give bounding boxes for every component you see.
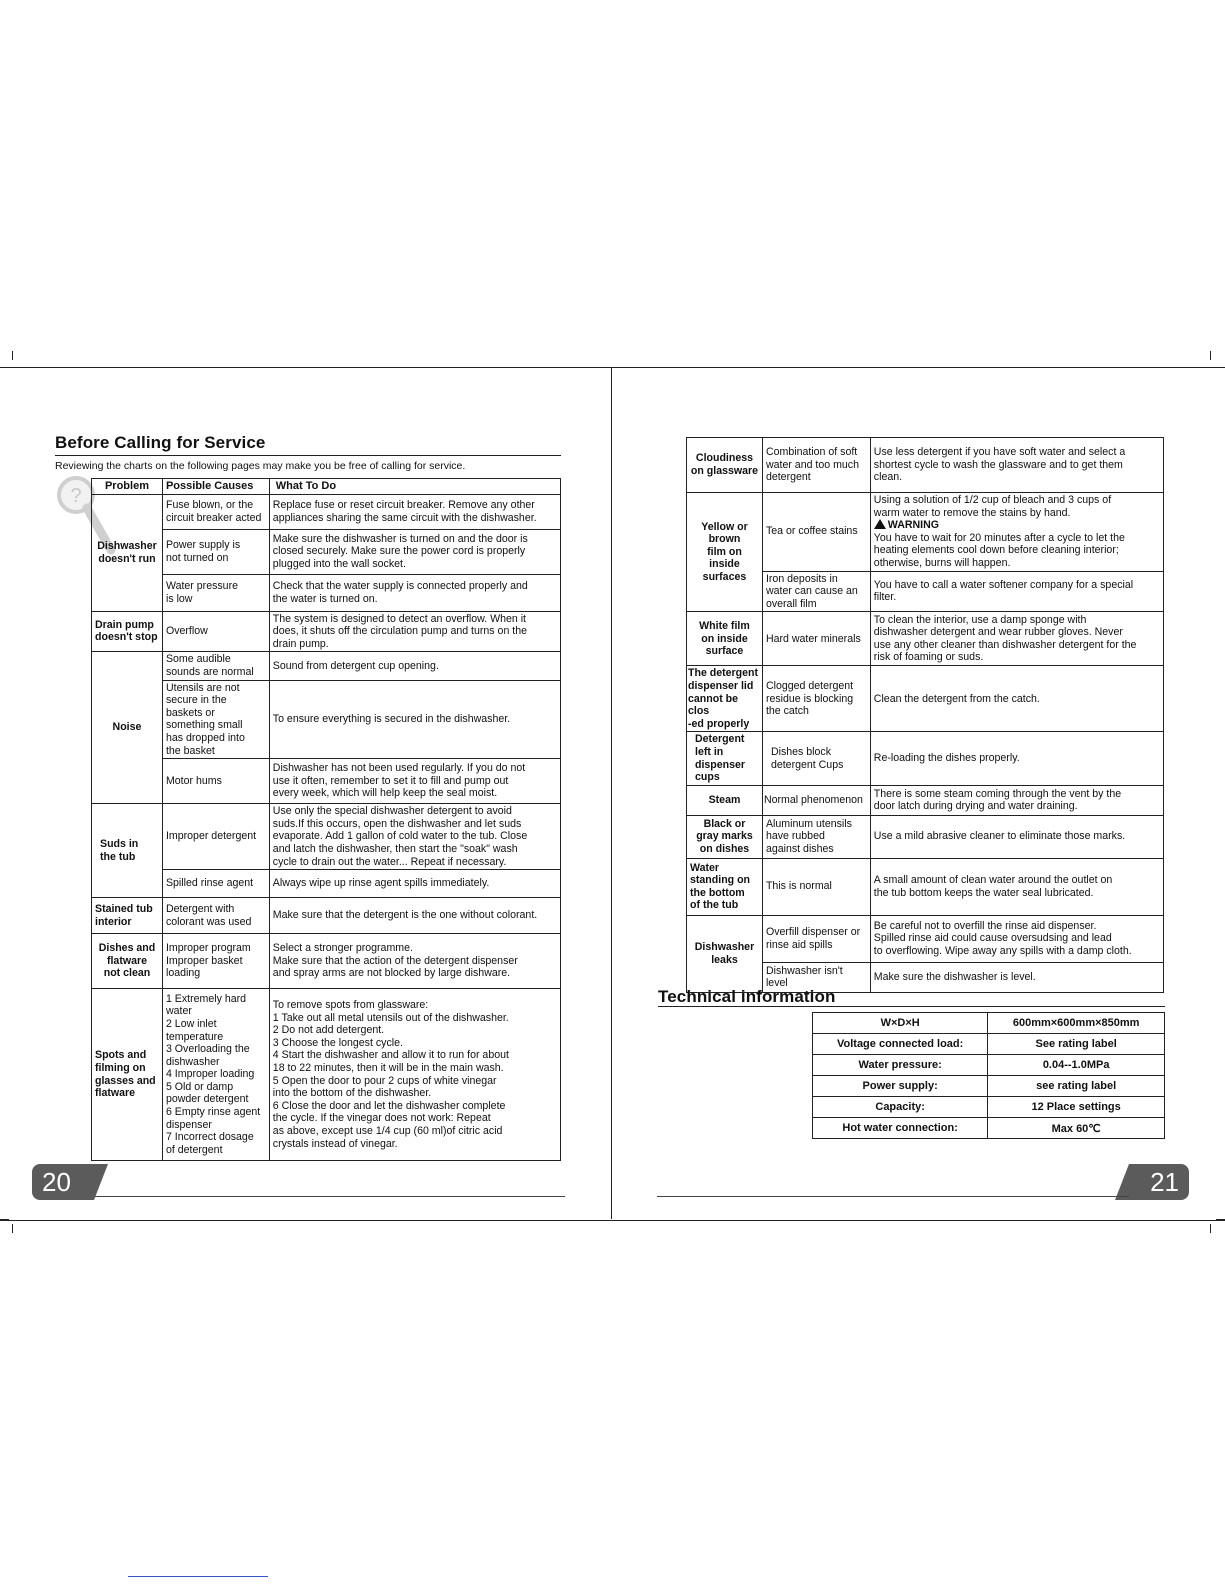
cause-cell: Aluminum utensils have rubbed against dishes: [762, 815, 870, 858]
cause-cell: Improper detergent: [162, 804, 269, 870]
problem-cell: White film on inside surface: [687, 612, 763, 666]
tech-label: Capacity:: [813, 1097, 988, 1118]
action-cell: Re-loading the dishes properly.: [870, 732, 1163, 785]
action-cell: Clean the detergent from the catch.: [870, 666, 1163, 732]
table-row: [92, 934, 561, 989]
cause-cell: Clogged detergent residue is blocking the catch: [762, 666, 870, 732]
page-title: Before Calling for Service: [55, 433, 266, 452]
tech-value: 12 Place settings: [988, 1097, 1165, 1118]
cause-cell: Motor hums: [162, 759, 269, 804]
table-row: [92, 804, 561, 870]
header-problem: Problem: [92, 479, 163, 495]
tech-row: [813, 1055, 1165, 1076]
action-cell: Dishwasher has not been used regularly. If you do not use it often, remember to set it to fill and pump out every week, which will help keep the seal moist.: [269, 759, 560, 804]
table-header-row: [92, 479, 561, 495]
title-rule: [55, 455, 561, 456]
table-row: [92, 898, 561, 934]
table-row: [687, 612, 1164, 666]
action-text: Using a solution of 1/2 cup of bleach and 3 cups of warm water to remove the stains by hand.: [873, 494, 1112, 519]
action-cell: Replace fuse or reset circuit breaker. Remove any other appliances sharing the same circuit with the dishwasher.: [269, 494, 560, 529]
troubleshooting-table-right: [686, 437, 1164, 993]
cause-cell: Combination of soft water and too much detergent: [762, 438, 870, 493]
problem-cell: Dishwasher doesn't run: [92, 494, 163, 611]
intro-text: Reviewing the charts on the following pages may make you be free of calling for service.: [55, 460, 466, 472]
table-row: [92, 870, 561, 898]
troubleshooting-table-left: [91, 478, 561, 1161]
action-cell: Use less detergent if you have soft water and select a shortest cycle to wash the glassware and to get them clean.: [870, 438, 1163, 493]
tech-title-rule: [658, 1006, 1165, 1007]
cause-cell: Detergent with colorant was used: [162, 898, 269, 934]
bottom-link-underline: [128, 1576, 268, 1577]
crop-mark: [12, 1224, 13, 1233]
action-text: You have to wait for 20 minutes after a cycle to let the heating elements cool down before cleaning interior; otherwise, burns will happen.: [873, 531, 1125, 569]
action-cell: [870, 493, 1163, 572]
crop-mark: [1216, 1219, 1225, 1220]
table-row: [687, 438, 1164, 493]
table-row: [92, 680, 561, 759]
action-cell: Make sure that the detergent is the one without colorant.: [269, 898, 560, 934]
tech-value: Max 60℃: [988, 1118, 1165, 1139]
cause-cell: Overflow: [162, 611, 269, 652]
table-row: [687, 732, 1164, 785]
tech-spec-table: [812, 1012, 1165, 1139]
action-cell: There is some steam coming through the vent by the door latch during drying and water draining.: [870, 785, 1163, 815]
action-cell: A small amount of clean water around the outlet on the tub bottom keeps the water seal lubricated.: [870, 858, 1163, 915]
table-row: [687, 815, 1164, 858]
crop-mark: [1210, 351, 1211, 360]
table-row: [92, 652, 561, 680]
crop-mark: [1216, 367, 1225, 368]
cause-cell: 1 Extremely hard water 2 Low inlet temperature 3 Overloading the dishwasher 4 Improper loading 5 Old or damp powder detergent 6 Empty rinse agent dispenser 7 Incorrect dosage of detergent: [162, 989, 269, 1161]
svg-text:?: ?: [70, 485, 82, 507]
action-cell: Select a stronger programme. Make sure that the action of the detergent dispenser and spray arms are not blocked by large dishware.: [269, 934, 560, 989]
problem-cell: Drain pump doesn't stop: [92, 611, 163, 652]
cause-cell: Spilled rinse agent: [162, 870, 269, 898]
tech-row: [813, 1013, 1165, 1034]
cause-cell: Hard water minerals: [762, 612, 870, 666]
table-row: [687, 915, 1164, 962]
cause-cell: Normal phenomenon: [762, 785, 870, 815]
cause-cell: Dishwasher isn't level: [762, 962, 870, 992]
cause-cell: This is normal: [762, 858, 870, 915]
problem-cell: Water standing on the bottom of the tub: [687, 858, 763, 915]
tech-value: 600mm×600mm×850mm: [988, 1013, 1165, 1034]
cause-cell: Fuse blown, or the circuit breaker acted: [162, 494, 269, 529]
tech-label: Power supply:: [813, 1076, 988, 1097]
page-number-right: 21: [1129, 1164, 1189, 1200]
action-cell: To remove spots from glassware: 1 Take out all metal utensils out of the dishwasher. 2 Do not add detergent. 3 Choose the longest cycle. 4 Start the dishwasher and allow it to run for about 18 to 22 minutes, then it will be in the main wash. 5 Open the door to pour 2 cups of white vinegar into the bottom of the dishwasher. 6 Close the door and let the dishwasher complete the cycle. If the vinegar does not work: Repeat as above, except use 1/4 cup (60 ml)of citric acid crystals instead of vinegar.: [269, 989, 560, 1161]
tech-row: [813, 1097, 1165, 1118]
problem-cell: Spots and filming on glasses and flatware: [92, 989, 163, 1161]
crop-mark: [1210, 1224, 1211, 1233]
warning-triangle-icon: [874, 519, 886, 529]
action-cell: Always wipe up rinse agent spills immediately.: [269, 870, 560, 898]
problem-cell: Stained tub interior: [92, 898, 163, 934]
tech-label: Water pressure:: [813, 1055, 988, 1076]
tech-value: 0.04--1.0MPa: [988, 1055, 1165, 1076]
table-row: [92, 989, 561, 1161]
problem-cell: Dishwasher leaks: [687, 915, 763, 992]
spine-line: [611, 367, 612, 1219]
table-row: [92, 494, 561, 529]
crop-mark: [0, 367, 9, 368]
action-cell: To ensure everything is secured in the dishwasher.: [269, 680, 560, 759]
problem-cell: Steam: [687, 785, 763, 815]
cause-cell: Overfill dispenser or rinse aid spills: [762, 915, 870, 962]
table-row: [92, 611, 561, 652]
tech-label: Voltage connected load:: [813, 1034, 988, 1055]
table-row: [687, 785, 1164, 815]
warning-label: WARNING: [887, 519, 939, 532]
problem-cell: Detergent left in dispenser cups: [687, 732, 763, 785]
problem-cell: Suds in the tub: [92, 804, 163, 898]
tech-row: [813, 1034, 1165, 1055]
action-cell: Check that the water supply is connected properly and the water is turned on.: [269, 574, 560, 611]
table-row: [92, 759, 561, 804]
problem-cell: Noise: [92, 652, 163, 804]
action-cell: Use only the special dishwasher detergent to avoid suds.If this occurs, open the dishwasher and let suds evaporate. Add 1 gallon of cold water to the tub. Close and latch the dishwasher, then start the "soak" wash cycle to drain out the water... Repeat if necessary.: [269, 804, 560, 870]
tech-row: [813, 1076, 1165, 1097]
footer-rule-left: [95, 1196, 565, 1197]
cause-cell: Dishes block detergent Cups: [762, 732, 870, 785]
tech-row: [813, 1118, 1165, 1139]
header-possible-causes: Possible Causes: [162, 479, 269, 495]
tech-label: W×D×H: [813, 1013, 988, 1034]
cause-cell: Power supply is not turned on: [162, 529, 269, 574]
action-cell: You have to call a water softener company for a special filter.: [870, 571, 1163, 612]
action-cell: Be careful not to overfill the rinse aid dispenser. Spilled rinse aid could cause oversudsing and lead to overflowing. Wipe away any spills with a damp cloth.: [870, 915, 1163, 962]
problem-cell: Dishes and flatware not clean: [92, 934, 163, 989]
action-cell: To clean the interior, use a damp sponge with dishwasher detergent and wear rubber gloves. Never use any other cleaner than dishwasher detergent for the risk of foaming or suds.: [870, 612, 1163, 666]
crop-mark: [0, 1219, 9, 1220]
header-what-to-do: What To Do: [269, 479, 560, 495]
problem-cell: Cloudiness on glassware: [687, 438, 763, 493]
cause-cell: Utensils are not secure in the baskets or something small has dropped into the basket: [162, 680, 269, 759]
cause-cell: Improper program Improper basket loading: [162, 934, 269, 989]
cause-cell: Water pressure is low: [162, 574, 269, 611]
cause-cell: Some audible sounds are normal: [162, 652, 269, 680]
table-row: [687, 493, 1164, 572]
action-cell: Sound from detergent cup opening.: [269, 652, 560, 680]
table-row: [92, 529, 561, 574]
tech-value: See rating label: [988, 1034, 1165, 1055]
crop-mark: [12, 351, 13, 360]
action-cell: Make sure the dishwasher is turned on and the door is closed securely. Make sure the power cord is properly plugged into the wall socket.: [269, 529, 560, 574]
problem-cell: The detergent dispenser lid cannot be clos -ed properly: [687, 666, 763, 732]
action-cell: Make sure the dishwasher is level.: [870, 962, 1163, 992]
table-row: [92, 574, 561, 611]
page-number-left: 20: [32, 1164, 94, 1200]
problem-cell: Black or gray marks on dishes: [687, 815, 763, 858]
tech-title: Technical information: [658, 987, 836, 1006]
action-cell: The system is designed to detect an overflow. When it does, it shuts off the circulation pump and turns on the drain pump.: [269, 611, 560, 652]
footer-rule-right: [657, 1196, 1129, 1197]
problem-cell: Yellow or brown film on inside surfaces: [687, 493, 763, 612]
tech-label: Hot water connection:: [813, 1118, 988, 1139]
cause-cell: Iron deposits in water can cause an overall film: [762, 571, 870, 612]
tech-value: see rating label: [988, 1076, 1165, 1097]
table-row: [687, 666, 1164, 732]
table-row: [687, 858, 1164, 915]
cause-cell: Tea or coffee stains: [762, 493, 870, 572]
action-cell: Use a mild abrasive cleaner to eliminate those marks.: [870, 815, 1163, 858]
